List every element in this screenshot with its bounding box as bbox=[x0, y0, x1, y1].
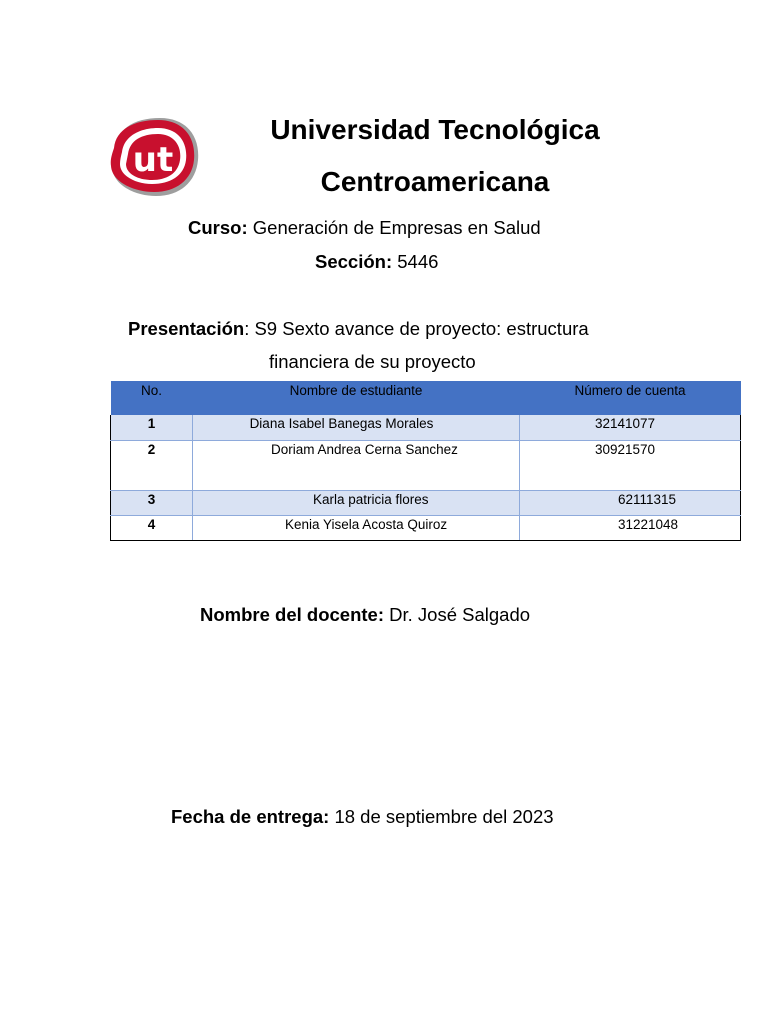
row-account: 31221048 bbox=[520, 515, 741, 540]
row-account: 32141077 bbox=[520, 415, 741, 440]
logo-text: ut bbox=[132, 140, 174, 180]
teacher-line bbox=[200, 604, 530, 626]
course-label: Curso: bbox=[188, 217, 248, 238]
table-row bbox=[111, 490, 741, 515]
delivery-date-value: 18 de septiembre del 2023 bbox=[329, 806, 554, 827]
teacher-value: Dr. José Salgado bbox=[384, 604, 531, 625]
section-value: 5446 bbox=[392, 251, 439, 272]
delivery-date-label: Fecha de entrega: bbox=[171, 806, 330, 827]
row-account: 30921570 bbox=[520, 440, 741, 490]
section-label: Sección: bbox=[315, 251, 393, 272]
row-account: 62111315 bbox=[520, 490, 741, 515]
row-no: 4 bbox=[111, 515, 193, 540]
table-header-row bbox=[111, 381, 741, 415]
teacher-label: Nombre del docente: bbox=[200, 604, 384, 625]
row-name: Karla patricia flores bbox=[193, 490, 520, 515]
section-line bbox=[315, 251, 438, 273]
table-row bbox=[111, 440, 741, 490]
row-no: 2 bbox=[111, 440, 193, 490]
students-table bbox=[110, 381, 741, 541]
course-line bbox=[188, 217, 541, 239]
row-no: 1 bbox=[111, 415, 193, 440]
university-name-line2: Centroamericana bbox=[320, 166, 550, 197]
delivery-date-line bbox=[171, 806, 554, 828]
presentation-value-line1: : S9 Sexto avance de proyecto: estructura bbox=[244, 318, 589, 339]
presentation-value-line2: financiera de su proyecto bbox=[269, 351, 476, 372]
table-row bbox=[111, 515, 741, 540]
row-name: Doriam Andrea Cerna Sanchez bbox=[193, 440, 520, 490]
row-name: Diana Isabel Banegas Morales bbox=[193, 415, 520, 440]
university-name-line1: Universidad Tecnológica bbox=[270, 114, 600, 145]
presentation-line1 bbox=[128, 318, 589, 340]
row-no: 3 bbox=[111, 490, 193, 515]
table-row bbox=[111, 415, 741, 440]
row-name: Kenia Yisela Acosta Quiroz bbox=[193, 515, 520, 540]
header-no: No. bbox=[111, 381, 193, 415]
presentation-label: Presentación bbox=[128, 318, 245, 339]
course-value: Generación de Empresas en Salud bbox=[247, 217, 541, 238]
header-name: Nombre de estudiante bbox=[193, 381, 520, 415]
header-account: Número de cuenta bbox=[520, 381, 741, 415]
